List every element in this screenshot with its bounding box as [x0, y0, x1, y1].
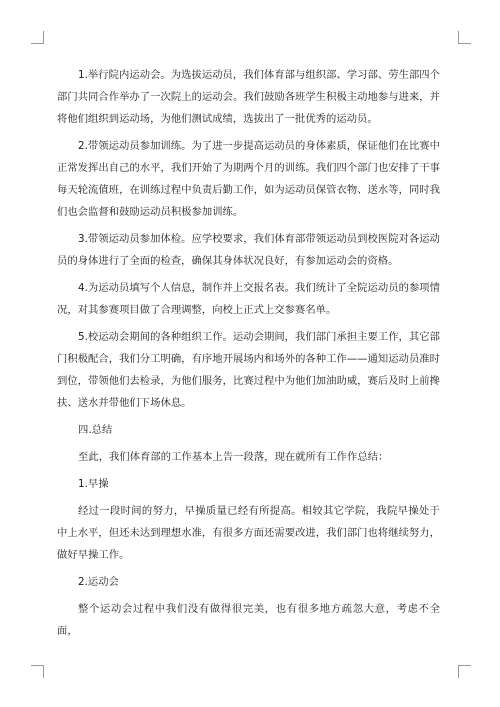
section-heading-summary: 四.总结: [78, 424, 113, 436]
paragraph-organization: 5.校运动会期间的各种组织工作。运动会期间，我们部门承担主要工作，其它部门积极配合，我们分工明确，有序地开展场内和场外的各种工作——通知运动员准时到位，带领他们去检录，为他们服务，比赛过程中为他们加油助威，赛后及时上前搀扶、送水并带他们下场休息。: [57, 331, 440, 409]
crop-mark-bottom-right: [458, 665, 471, 678]
crop-mark-top-left: [31, 31, 44, 44]
crop-mark-top-right: [458, 31, 471, 44]
paragraph-physical-exam: 3.带领运动员参加体检。应学校要求，我们体育部带领运动员到校医院对各运动员的身体进行了全面的检查，确保其身体状况良好，有参加运动会的资格。: [57, 233, 440, 267]
subheading-morning-exercise: 1.早操: [78, 478, 109, 490]
crop-mark-bottom-left: [31, 665, 44, 678]
paragraph-sports-meet: 1.举行院内运动会。为选拔运动员，我们体育部与组织部、学习部、劳生部四个部门共同合作举办了一次院上的运动会。我们鼓励各班学生积极主动地参与进来，并将他们组织到运动场，为他们测试成绩，选拔出了一批优秀的运动员。: [57, 69, 440, 125]
subheading-sports-meet: 2.运动会: [78, 576, 119, 588]
paragraph-morning-exercise: 经过一段时间的努力，早操质量已经有所提高。相较其它学院，我院早操处于中上水平，但还未达到理想水准，有很多方面还需要改进，我们部门也将继续努力，做好早操工作。: [57, 505, 440, 561]
paragraph-training: 2.带领运动员参加训练。为了进一步提高运动员的身体素质，保证他们在比赛中正常发挥出自己的水平，我们开始了为期两个月的训练。我们四个部门也安排了干事每天轮流值班，在训练过程中负责后勤工作，如为运动员保管衣物、送水等，同时我们也会监督和鼓励运动员积极参加训练。: [57, 140, 440, 218]
paragraph-sports-meet-summary: 整个运动会过程中我们没有做得很完美，也有很多地方疏忽大意，考虑不全面，: [57, 603, 440, 637]
paragraph-registration: 4.为运动员填写个人信息，制作并上交报名表。我们统计了全院运动员的参项情况，对其参赛项目做了合理调整，向校上正式上交参赛名单。: [57, 282, 440, 316]
paragraph-summary-intro: 至此，我们体育部的工作基本上告一段落，现在就所有工作作总结：: [78, 451, 389, 463]
document-body: [57, 64, 440, 647]
